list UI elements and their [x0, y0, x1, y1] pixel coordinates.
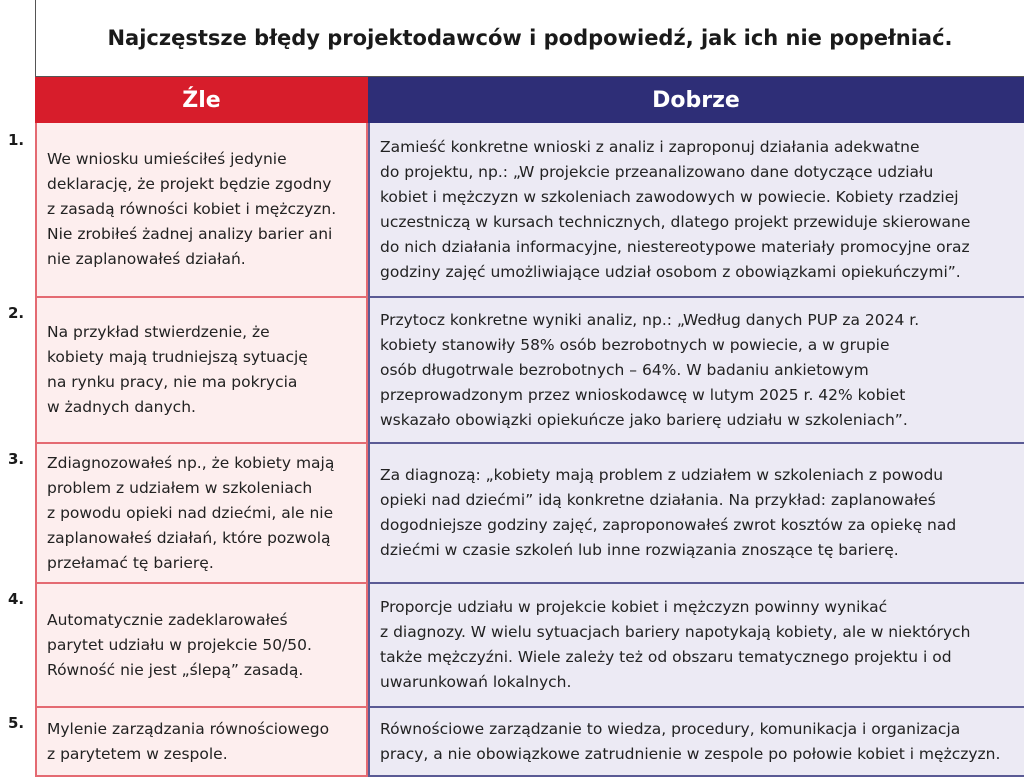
- bad-text: Mylenie zarządzania równościowego z parytetem w zespole.: [47, 719, 330, 763]
- good-text: Proporcje udziału w projekcie kobiet i mężczyzn powinny wynikać z diagnozy. W wielu sytuacjach bariery napotykają kobiety, ale w niektórych także mężczyźni. Wiele zależy też od obszaru tematycznego projektu i od uwarunkowań lokalnych.: [380, 598, 971, 691]
- good-text: Zamieść konkretne wnioski z analiz i zaproponuj działania adekwatne do projektu, np.: „W projekcie przeanalizowano dane dotyczące udziału kobiet i mężczyzn w szkoleniach zawodowych w powiecie. Kobiety rzadziej uczestniczą w kursach technicznych, dlatego projekt przewiduje skierowane do nich działania informacyjne, niestereotypowe materiały promocyjne oraz godziny zajęć umożliwiające udział osobom z obowiązkami opiekuńczymi”.: [380, 137, 971, 281]
- good-text: Równościowe zarządzanie to wiedza, procedury, komunikacja i organizacja pracy, a nie obowiązkowe zatrudnienie w zespole po połowie kobiet i mężczyzn.: [380, 719, 1001, 763]
- bad-text: We wniosku umieściłeś jedynie deklarację, że projekt będzie zgodny z zasadą równości kobiet i mężczyzn. Nie zrobiłeś żadnej analizy barier ani nie zaplanowałeś działań.: [47, 150, 337, 268]
- bad-text: Automatycznie zadeklarowałeś parytet udziału w projekcie 50/50. Równość nie jest „ślepą” zasadą.: [47, 610, 312, 679]
- good-cell: [368, 444, 1024, 584]
- table-row: [0, 708, 1024, 777]
- bad-text: Zdiagnozowałeś np., że kobiety mają problem z udziałem w szkoleniach z powodu opieki nad dziećmi, ale nie zaplanowałeś działań, które pozwolą przełamać tę barierę.: [47, 453, 335, 572]
- bad-cell: [35, 708, 368, 777]
- good-cell: [368, 298, 1024, 444]
- good-cell: [368, 708, 1024, 777]
- row-number: 5.: [8, 714, 25, 732]
- header-bad: Źle: [35, 77, 368, 123]
- page-title: Najczęstsze błędy projektodawców i podpowiedź, jak ich nie popełniać.: [35, 0, 1024, 77]
- bad-cell: [35, 584, 368, 708]
- row-number: 4.: [8, 590, 25, 608]
- good-text: Przytocz konkretne wyniki analiz, np.: „Według danych PUP za 2024 r. kobiety stanowiły 58% osób bezrobotnych w powiecie, a w grupie osób długotrwale bezrobotnych – 64%. W badaniu ankietowym przeprowadzonym przez wnioskodawcę w lutym 2025 r. 42% kobiet wskazało obowiązki opiekuńcze jako barierę udziału w szkoleniach”.: [380, 310, 920, 429]
- table-row: [0, 444, 1024, 584]
- good-cell: [368, 123, 1024, 298]
- bad-text: Na przykład stwierdzenie, że kobiety mają trudniejszą sytuację na rynku pracy, nie ma pokrycia w żadnych danych.: [47, 323, 308, 416]
- table-row: [0, 123, 1024, 298]
- bad-cell: [35, 123, 368, 298]
- good-cell: [368, 584, 1024, 708]
- row-number: 2.: [8, 304, 25, 322]
- bad-cell: [35, 444, 368, 584]
- row-number: 3.: [8, 450, 25, 468]
- header-good: Dobrze: [368, 77, 1024, 123]
- table-row: [0, 584, 1024, 708]
- bad-cell: [35, 298, 368, 444]
- table-row: [0, 298, 1024, 444]
- row-number: 1.: [8, 131, 25, 149]
- good-text: Za diagnozą: „kobiety mają problem z udziałem w szkoleniach z powodu opieki nad dziećmi” idą konkretne działania. Na przykład: zaplanowałeś dogodniejsze godziny zajęć, zaproponowałeś zwrot kosztów za opiekę nad dziećmi w czasie szkoleń lub inne rozwiązania znoszące tę barierę.: [380, 466, 957, 559]
